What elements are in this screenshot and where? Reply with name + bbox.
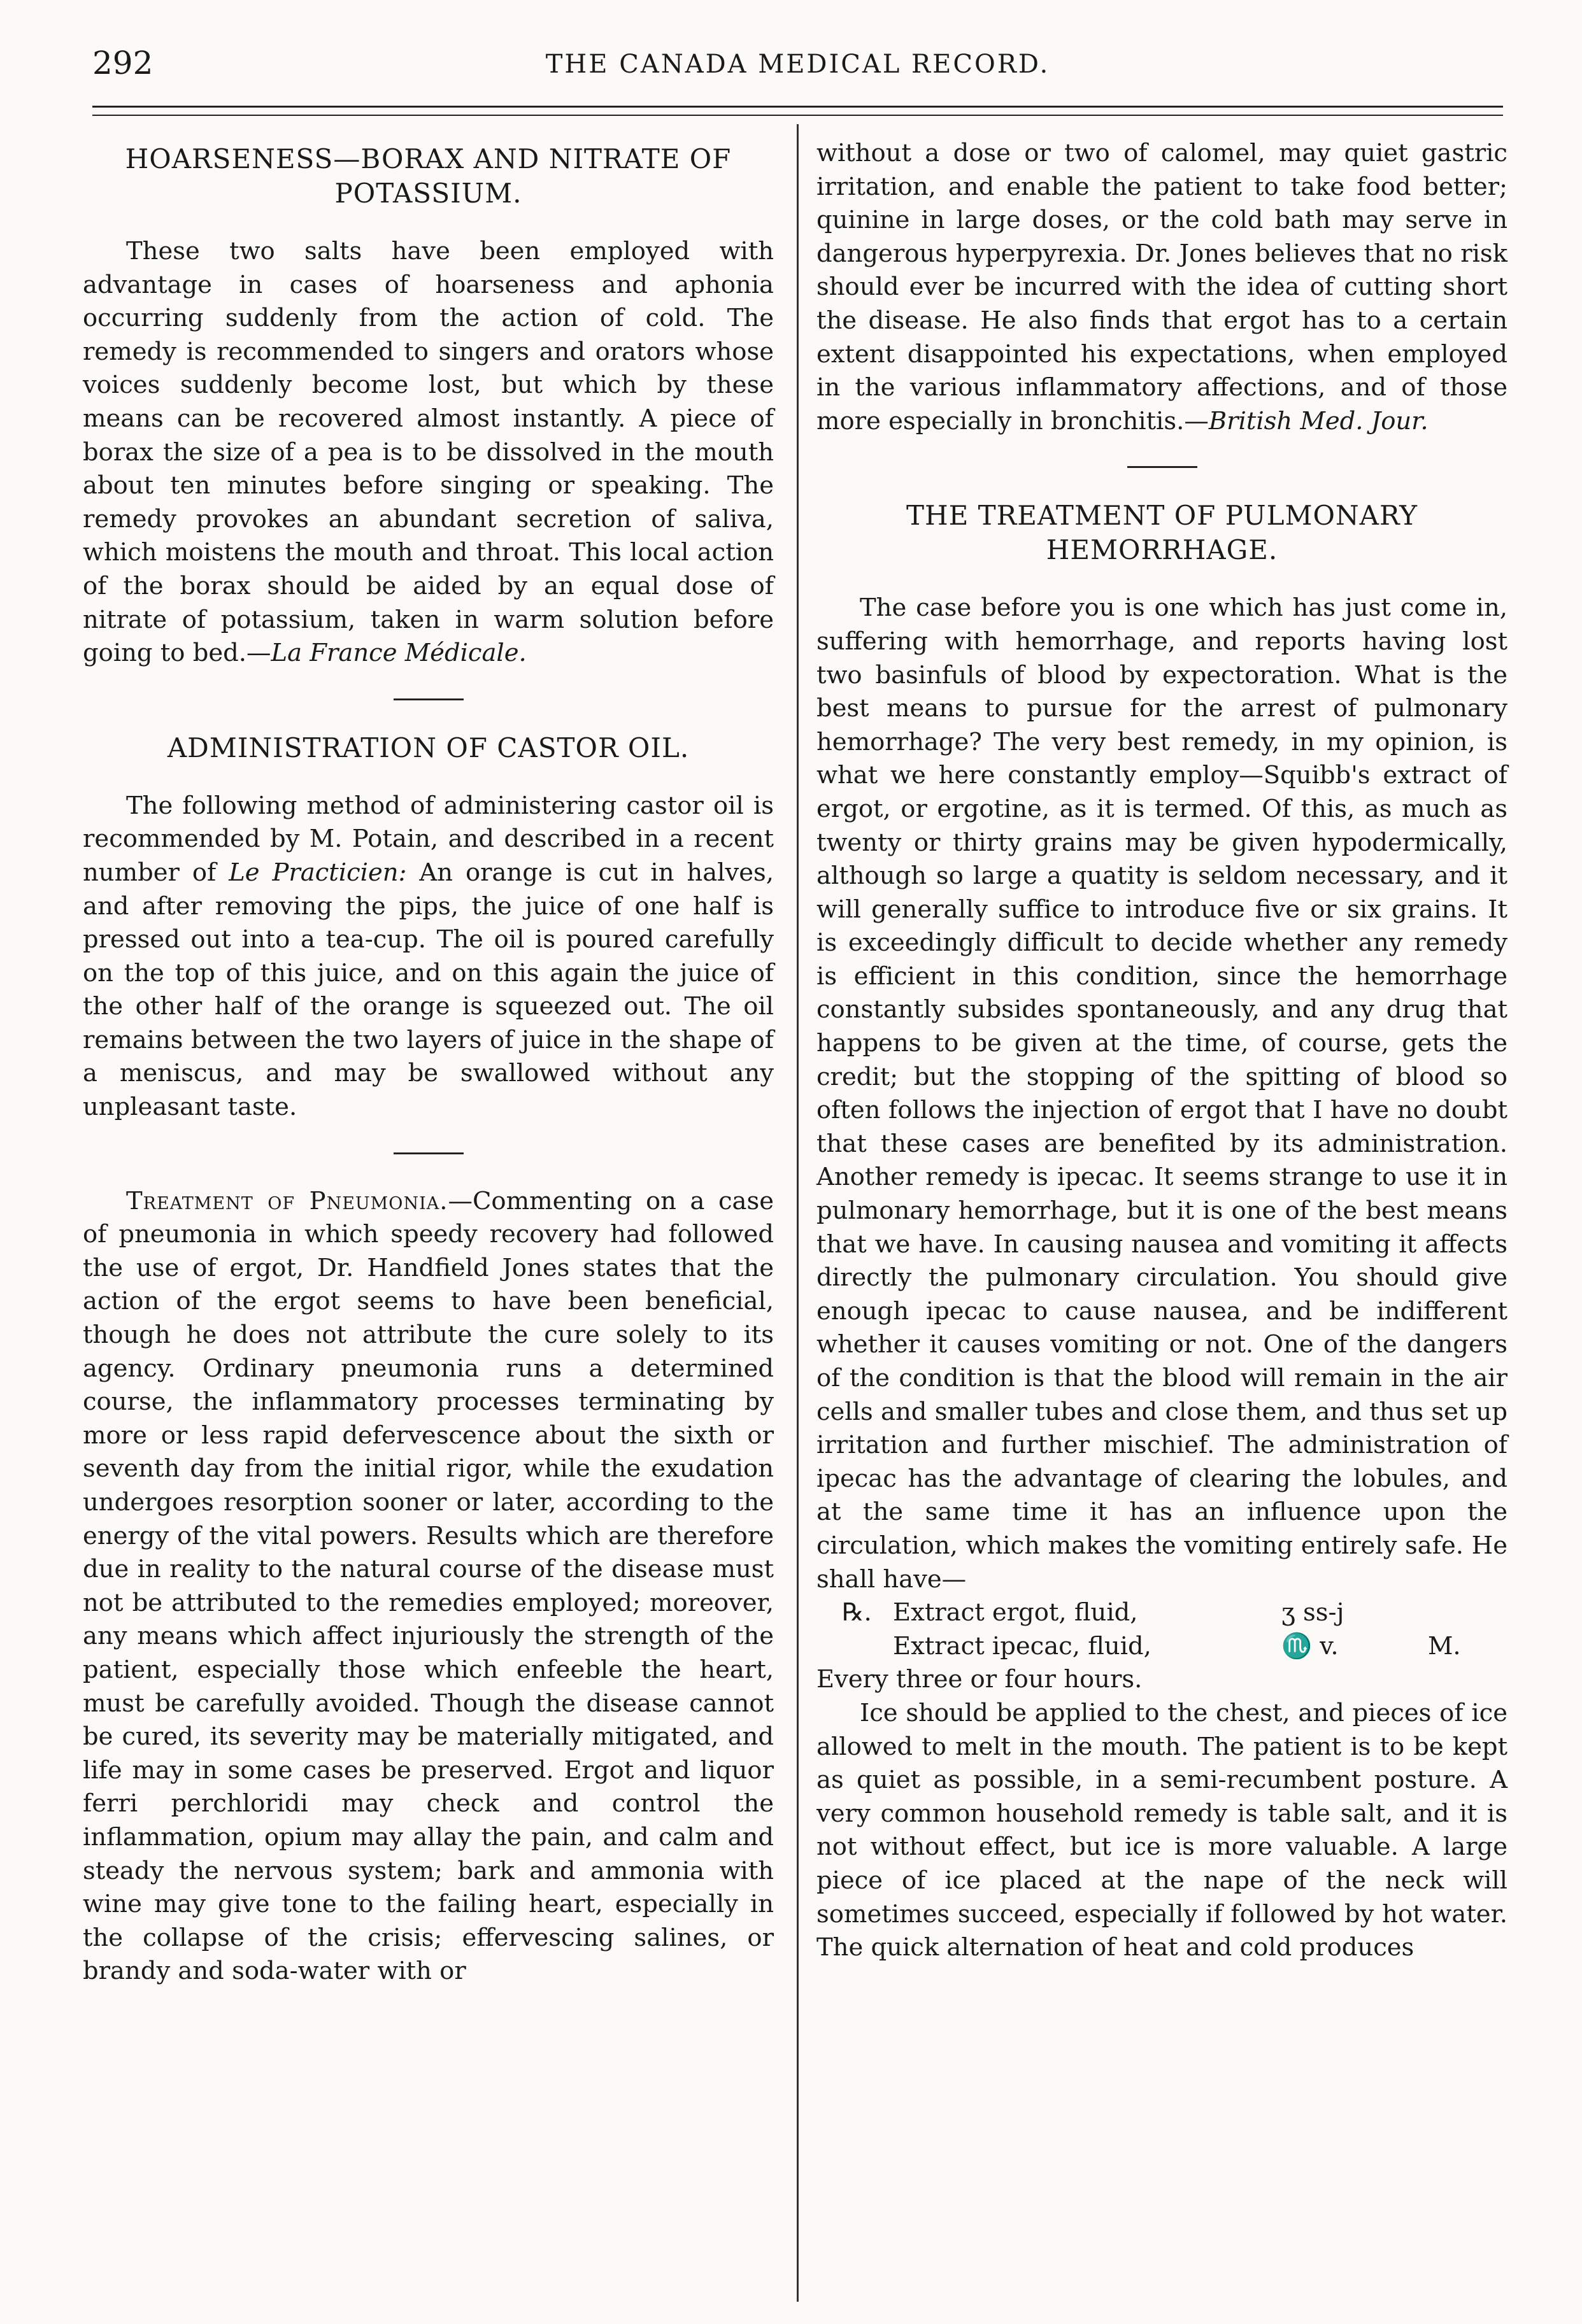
header-rule [92, 106, 1503, 108]
article-heading-hemorrhage: THE TREATMENT OF PULMONARY HEMORRHAGE. [906, 500, 1418, 566]
castor-journal: Le Practicien: [229, 858, 407, 887]
pneumonia-text-cont: without a dose or two of calomel, may quiet gastric irritation, and enable the patient to take food better; quinine in large doses, or the cold bath may serve in dangerous hyperpyrexia. Dr. Jones believes that no risk should ever be incurred with the idea of cutting short the disease. He also finds that ergot has to a certain extent disappointed his expectations, when employed in the various inflammatory affections, and of those more especially in bronchitis.— [816, 139, 1507, 436]
right-column [816, 137, 1507, 1965]
pneumonia-text: —Commenting on a case of pneumonia in which speedy recovery had followed the use of ergot, Dr. Handfield Jones states that the action of the ergot seems to have been beneficial, though he does not attribute the cure solely to its agency. Ordinary pneumonia runs a determined course, the inflammatory processes terminating by more or less rapid defervescence about the sixth or seventh day from the initial rigor, while the exudation undergoes resorption sooner or later, according to the energy of the vital powers. Results which are therefore due in reality to the natural course of the disease must not be attributed to the remedies employed; moreover, any means which affect injuriously the strength of the patient, especially those which enfeeble the heart, must be carefully avoided. Though the disease cannot be cured, its severity may be materially mitigated, and life may in some cases be preserved. Ergot and liquor ferri perchloridi may check and control the inflammation, opium may allay the pain, and calm and steady the nervous system; bark and ammonia with wine may give tone to the failing heart, especially in the collapse of the crisis; effervescing salines, or brandy and soda-water with or [83, 1186, 774, 1986]
article-body-hemorrhage: The case before you is one which has just come in, suffering with hemorrhage, and reports having lost two basinfuls of blood by expectoration. What is the best means to pursue for the arrest of pulmonary hemorrhage? The very best remedy, in my opinion, is what we here constantly employ—Squibb's extract of ergot, or ergotine, as it is termed. Of this, as much as twenty or thirty grains may be given hypodermically, although so large a quatity is seldom necessary, and it will generally suffice to introduce five or six grains. It is exceedingly difficult to decide whether any remedy is efficient in this condition, since the hemorrhage constantly subsides spontaneously, and any drug that happens to be given at the time, of course, gets the credit; but the stopping of the spitting of blood so often follows the injection of ergot that I have no doubt that these cases are benefited by its administration. Another remedy is ipecac. It seems strange to use it in pulmonary hemorrhage, but it is one of the best means that we have. In causing nausea and vomiting it affects directly the pulmonary circulation. You should give enough ipecac to cause nausea, and be indifferent whether it causes vomiting or not. One of the dangers of the condition is that the blood will remain in the air cells and smaller tubes and close them, and thus set up irritation and further mischief. The administration of ipecac has the advantage of clearing the lobules, and at the same time it has an influence upon the circulation, which makes the vomiting entirely safe. He shall have— [816, 593, 1507, 1594]
prescription-line-1 [816, 1596, 1507, 1630]
rx-drug-ergot: Extract ergot, fluid, [893, 1598, 1138, 1627]
header-rule-thin [92, 115, 1503, 116]
rx-drug-ipecac: Extract ipecac, fluid, [893, 1631, 1151, 1661]
article-body-hemorrhage-2: Ice should be applied to the chest, and pieces of ice allowed to melt in the mouth. The patient is to be kept as quiet as possible, in a semi-recumbent posture. A very common household remedy is table salt, and it is not without effect, but ice is more valuable. A large piece of ice placed at the nape of the neck will sometimes succeed, especially if followed by hot water. The quick alternation of heat and cold produces [816, 1698, 1507, 1962]
article-body-pneumonia [83, 1185, 774, 1988]
page-number: 292 [92, 45, 153, 81]
rx-dose-ergot: ʒ ss-j [1281, 1598, 1344, 1627]
article-body-pneumonia-continued [816, 137, 1507, 438]
article-body-castor-oil [83, 790, 774, 1124]
pneumonia-lead: Treatment of Pneumonia. [126, 1186, 448, 1215]
section-divider [1127, 466, 1197, 468]
section-divider [394, 1152, 464, 1154]
section-divider [394, 698, 464, 700]
borax-source: La France Médicale. [271, 639, 527, 668]
borax-text: These two salts have been employed with advantage in cases of hoarseness and aphonia occurring suddenly from the action of cold. The remedy is recommended to singers and orators whose voices suddenly become lost, but which by these means can be recovered almost instantly. A piece of borax the size of a pea is to be dissolved in the mouth about ten minutes before singing or speaking. The remedy provokes an abundant secretion of saliva, which moistens the mouth and throat. This local action of the borax should be aided by an equal dose of nitrate of potassium, taken in warm solution before going to bed.— [83, 237, 774, 668]
column-divider [797, 124, 799, 2302]
rx-misce: M. [1428, 1631, 1461, 1661]
recipe-symbol: ℞. [842, 1598, 872, 1627]
castor-text-b: An orange is cut in halves, and after removing the pips, the juice of one half is pressed out into a tea-cup. The oil is poured carefully on the top of this juice, and on this again the juice of the other half of the orange is squeezed out. The oil remains between the two layers of juice in the shape of a meniscus, and may be swallowed without any unpleasant taste. [83, 858, 774, 1122]
article-body-borax [83, 235, 774, 670]
prescription-line-2 [816, 1630, 1507, 1664]
article-heading-borax: HOARSENESS—BORAX AND NITRATE OF POTASSIUM. [125, 143, 732, 209]
article-heading-castor-oil: ADMINISTRATION OF CASTOR OIL. [167, 732, 690, 763]
left-column [83, 137, 774, 1988]
rx-frequency: Every three or four hours. [816, 1665, 1143, 1694]
rx-dose-ipecac: ♏ v. [1281, 1631, 1339, 1661]
castor-text-a: The following method of administering castor oil is recommended by M. Potain, and described in a recent number of [83, 791, 774, 887]
page-header [92, 45, 1503, 89]
running-title: THE CANADA MEDICAL RECORD. [545, 50, 1050, 79]
pneumonia-source: British Med. Jour. [1208, 406, 1429, 436]
